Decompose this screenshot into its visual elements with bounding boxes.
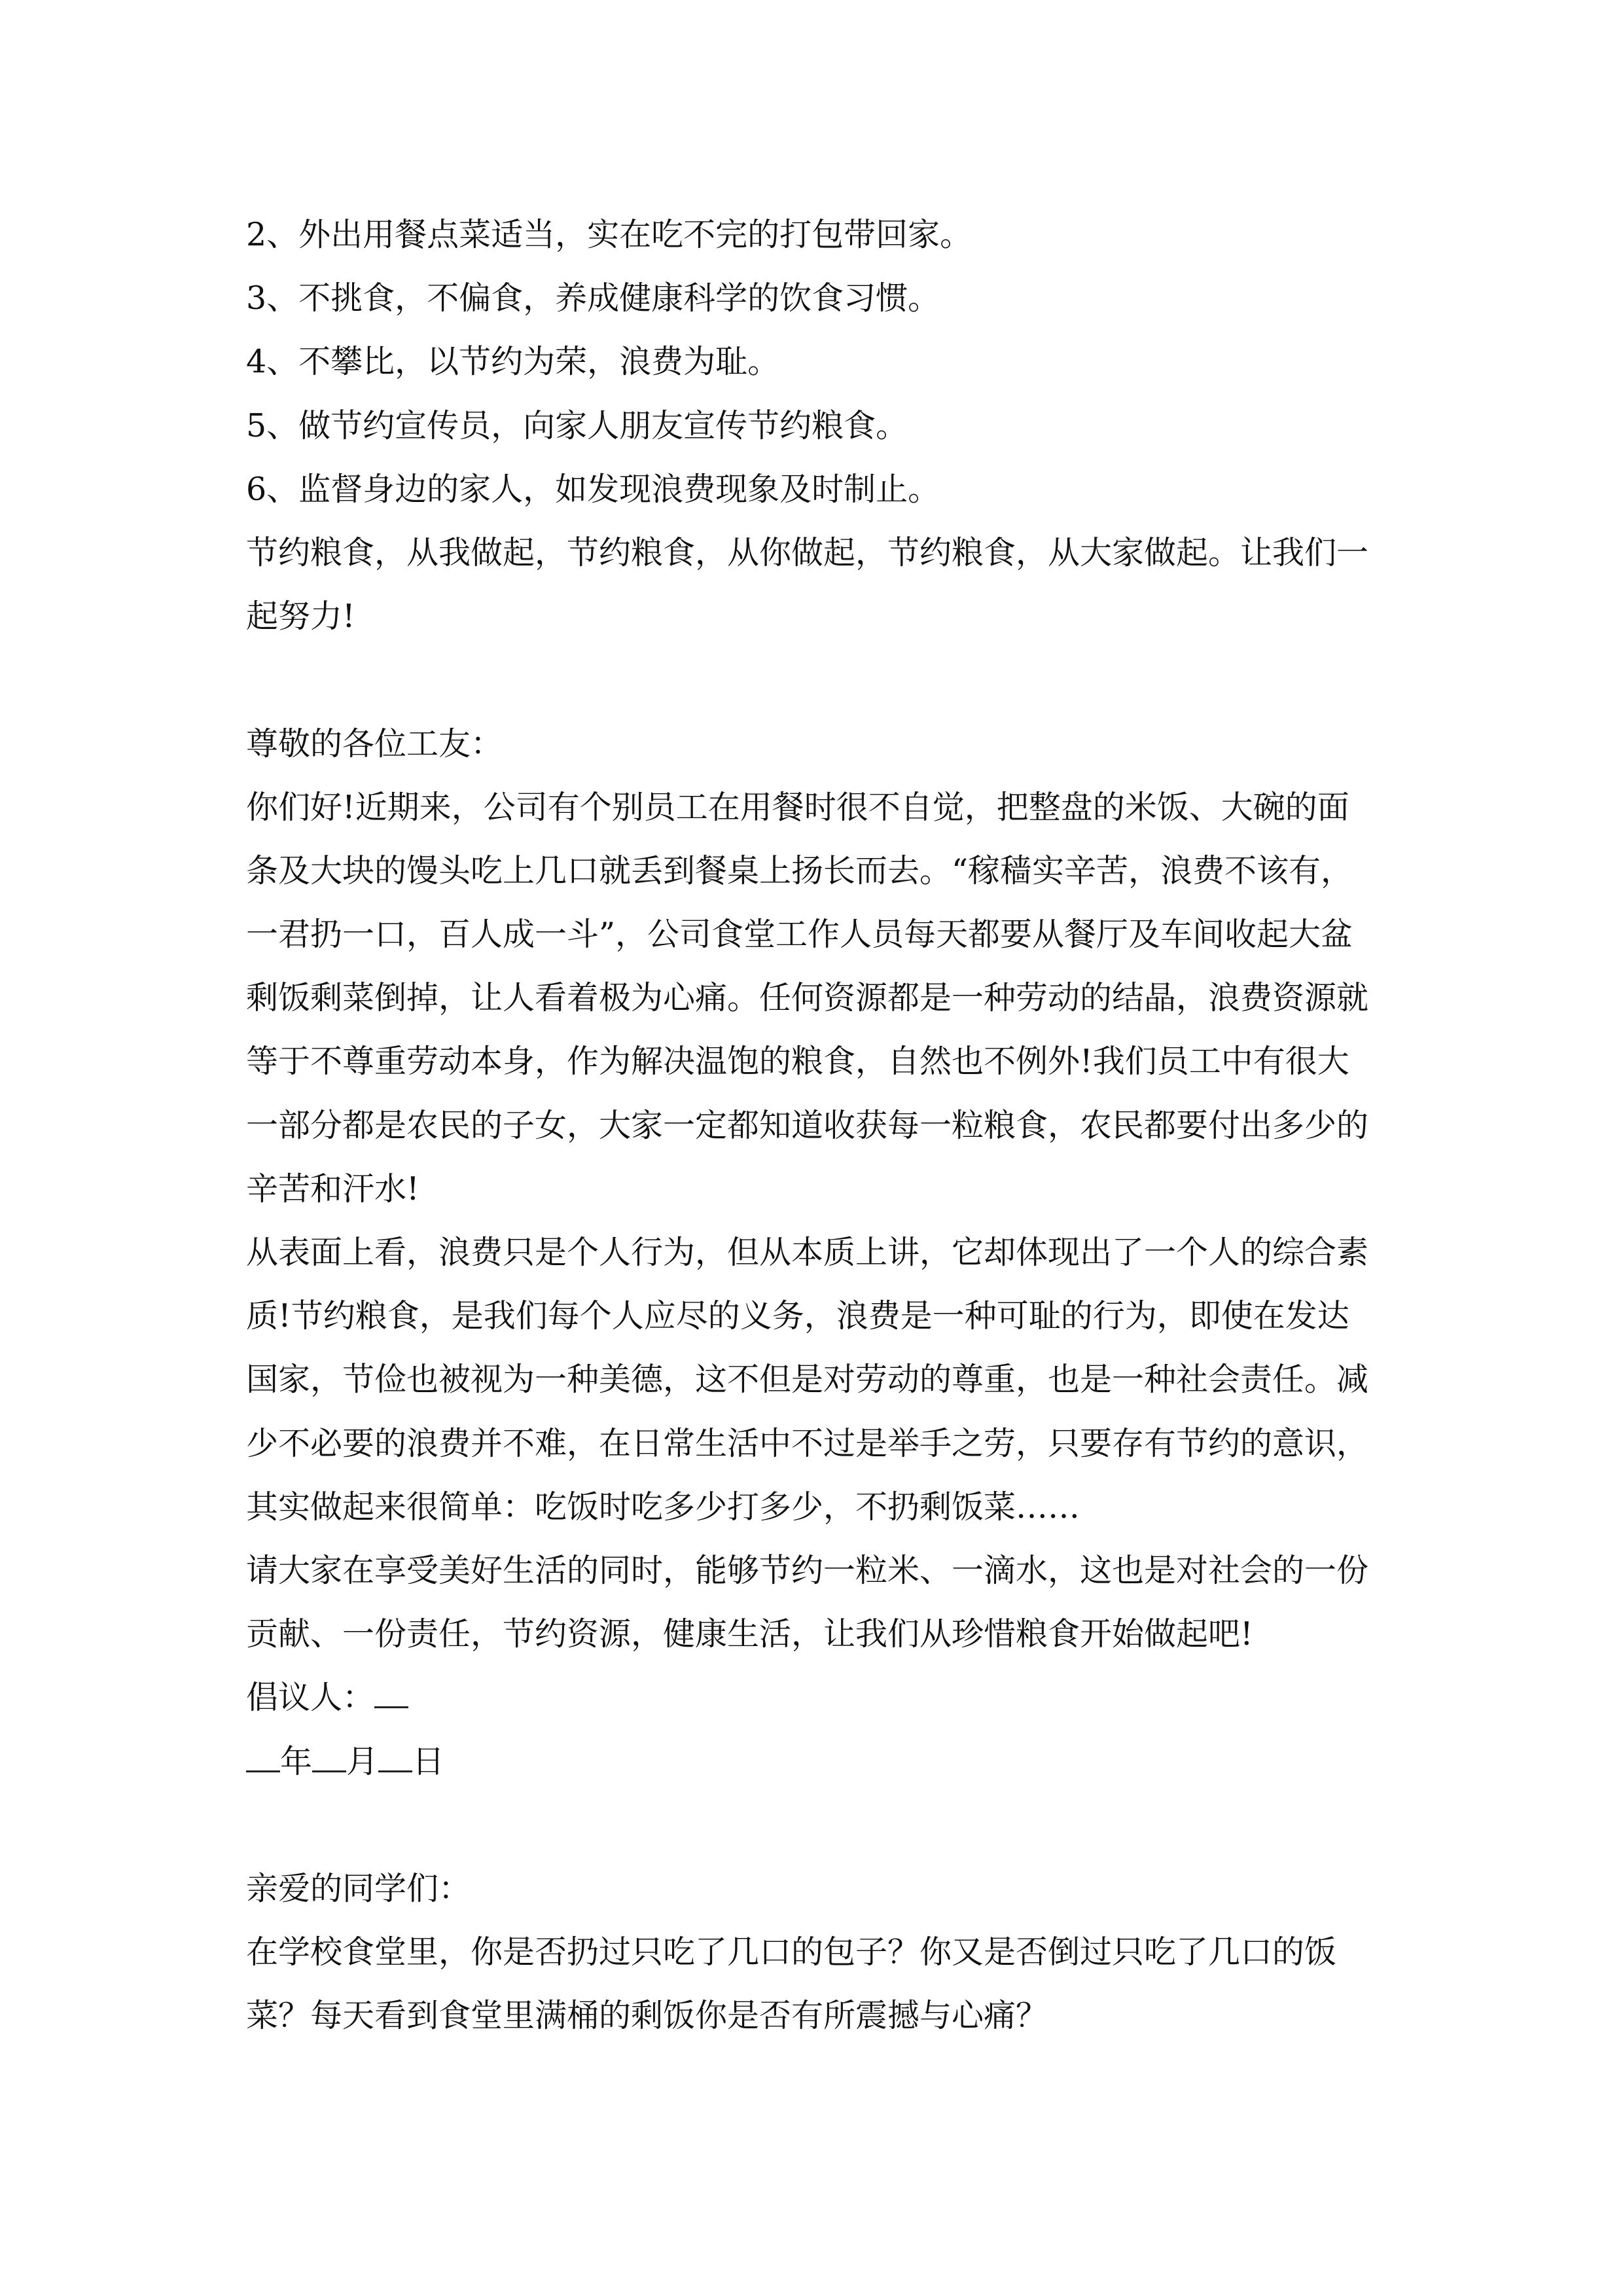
paragraph-line: 辛苦和汗水!: [246, 1170, 419, 1208]
paragraph-line: 贡献、一份责任，节约资源，健康生活，让我们从珍惜粮食开始做起吧!: [246, 1615, 1253, 1653]
paragraph-line: 从表面上看，浪费只是个人行为，但从本质上讲，它却体现出了一个人的综合素: [246, 1234, 1369, 1271]
signer-label: 倡议人：: [246, 1679, 375, 1717]
month-blank: [312, 1746, 346, 1772]
date-year-label: 年: [280, 1742, 313, 1780]
paragraph-line: 等于不尊重劳动本身，作为解决温饱的粮食，自然也不例外!我们员工中有很大: [246, 1043, 1349, 1081]
date-line: [246, 1730, 1398, 1793]
paragraph-line: 一部分都是农民的子女，大家一定都知道收获每一粒粮食，农民都要付出多少的: [246, 1106, 1369, 1144]
paragraph-line: 条及大块的馒头吃上几口就丢到餐桌上扬长而去。“稼穑实辛苦，浪费不该有，: [246, 852, 1353, 889]
list-item: 6、监督身边的家人，如发现浪费现象及时制止。: [246, 470, 940, 508]
date-day-label: 日: [412, 1742, 445, 1780]
paragraph-line: 在学校食堂里，你是否扔过只吃了几口的包子？你又是否倒过只吃了几口的饭: [246, 1933, 1337, 1971]
list-item: 3、不挑食，不偏食，养成健康科学的饮食习惯。: [246, 279, 940, 317]
paragraph-line: 菜？每天看到食堂里满桶的剩饭你是否有所震撼与心痛？: [246, 1997, 1048, 2035]
day-blank: [378, 1746, 412, 1772]
signer-line: [246, 1666, 1398, 1729]
signer-blank: [374, 1681, 408, 1708]
paragraph-line: 剩饭剩菜倒掉，让人看着极为心痛。任何资源都是一种劳动的结晶，浪费资源就: [246, 979, 1369, 1017]
year-blank: [246, 1746, 280, 1772]
paragraph-line: 质!节约粮食，是我们每个人应尽的义务，浪费是一种可耻的行为，即使在发达: [246, 1297, 1349, 1335]
date-month-label: 月: [346, 1742, 379, 1780]
section-spacer: [246, 1793, 1398, 1857]
paragraph-line: 请大家在享受美好生活的同时，能够节约一粒米、一滴水，这也是对社会的一份: [246, 1551, 1369, 1589]
salutation: 尊敬的各位工友：: [246, 725, 503, 762]
list-item: 5、做节约宣传员，向家人朋友宣传节约粮食。: [246, 406, 908, 444]
section-spacer: [246, 648, 1398, 711]
closing-paragraph-line: 起努力!: [246, 598, 355, 636]
paragraph-line: 你们好!近期来，公司有个别员工在用餐时很不自觉，把整盘的米饭、大碗的面: [246, 788, 1349, 826]
paragraph-line: 国家，节俭也被视为一种美德，这不但是对劳动的尊重，也是一种社会责任。减: [246, 1361, 1369, 1399]
document-body: [246, 203, 1398, 2047]
salutation: 亲爱的同学们：: [246, 1869, 471, 1907]
paragraph-line: 其实做起来很简单：吃饭时吃多少打多少，不扔剩饭菜……: [246, 1488, 1080, 1526]
closing-paragraph-line: 节约粮食，从我做起，节约粮食，从你做起，节约粮食，从大家做起。让我们一: [246, 533, 1369, 571]
paragraph-line: 一君扔一口，百人成一斗”，公司食堂工作人员每天都要从餐厅及车间收起大盆: [246, 916, 1353, 954]
list-item: 4、不攀比，以节约为荣，浪费为耻。: [246, 343, 780, 381]
list-item: 2、外出用餐点菜适当，实在吃不完的打包带回家。: [246, 216, 972, 253]
paragraph-line: 少不必要的浪费并不难，在日常生活中不过是举手之劳，只要存有节约的意识，: [246, 1424, 1369, 1462]
